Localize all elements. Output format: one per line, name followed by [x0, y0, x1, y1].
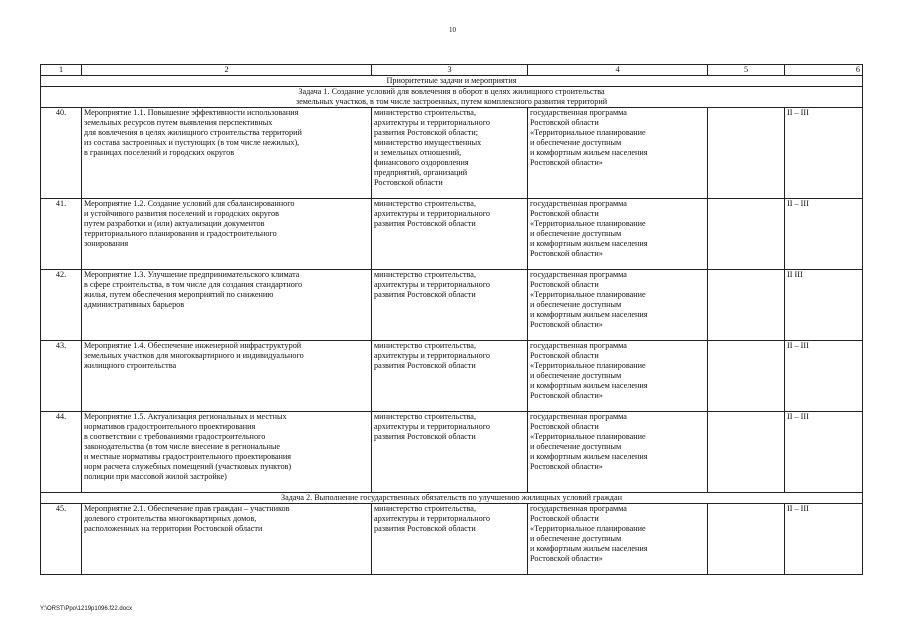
column-number-2: 2 [82, 65, 372, 76]
task1-title: Задача 1. Создание условий для вовлечения в оборот в целях жилищного строительства земельных участков, в том числе застроенных, путем комплексного развития территорий [41, 87, 863, 108]
period-cell [708, 504, 785, 575]
measures-table [40, 64, 863, 575]
period-cell [708, 270, 785, 341]
period-text [708, 108, 785, 199]
page-number: 10 [449, 26, 456, 34]
table-row [41, 108, 863, 199]
executor-text: министерство строительства, архитектуры и территориального развития Ростовской области [372, 412, 528, 493]
column-number-1: 1 [41, 65, 82, 76]
column-number-3: 3 [372, 65, 528, 76]
row-number: 45. [41, 504, 82, 575]
period-cell [708, 199, 785, 270]
measure-text: Мероприятие 1.1. Повышение эффективности использования земельных ресурсов путем выявления перспективных для вовлечения в целях жилищного строительства территорий из состава застроенных и пустующих (в том числе нежилых), в границах поселений и городских округов [82, 108, 372, 199]
table-row [41, 504, 863, 575]
executor-text: министерство строительства, архитектуры и территориального развития Ростовской области [372, 199, 528, 270]
period-text: II III [785, 270, 863, 341]
program-text: государственная программа Ростовской области «Территориальное планирование и обеспечение доступным и комфортным жильем населения Ростовской области» [528, 270, 708, 341]
period-text: II – III [785, 412, 863, 493]
column-number-5: 5 [708, 65, 785, 76]
measure-text: Мероприятие 1.3. Улучшение предпринимательского климата в сфере строительства, в том числе для создания стандартного жилья, путем обеспечения мероприятий по снижению административных барьеров [82, 270, 372, 341]
program-text: государственная программа Ростовской области «Территориальное планирование и обеспечение доступным и комфортным жильем населения Ростовской области» [528, 504, 708, 575]
program-text: государственная программа Ростовской области «Территориальное планирование и обеспечение доступным и комфортным жильем населения Ростовской области» [528, 341, 708, 412]
column-number-6: 6 [785, 65, 863, 76]
program-text: государственная программа Ростовской области «Территориальное планирование и обеспечение доступным и комфортным жильем населения Ростовской области» [528, 412, 708, 493]
task2-row [41, 493, 863, 504]
section-title-row [41, 76, 863, 87]
period-text: II – III [785, 108, 863, 199]
period-cell [708, 341, 785, 412]
table-row [41, 270, 863, 341]
executor-text: министерство строительства, архитектуры и территориального развития Ростовской области [372, 270, 528, 341]
task2-title: Задача 2. Выполнение государственных обязательств по улучшению жилищных условий граждан [41, 493, 863, 504]
row-number: 44. [41, 412, 82, 493]
section-title: Приоритетные задачи и мероприятия [41, 76, 863, 87]
program-text: государственная программа Ростовской области «Территориальное планирование и обеспечение доступным и комфортным жильем населения Ростовской области» [528, 199, 708, 270]
period-text: II – III [785, 504, 863, 575]
document-path-footer: Y:\ORST\Ppo\1219p1096.f22.docx [40, 606, 133, 612]
executor-text: министерство строительства, архитектуры и территориального развития Ростовской области [372, 504, 528, 575]
row-number: 40. [41, 108, 82, 199]
measure-text: Мероприятие 1.4. Обеспечение инженерной инфраструктурой земельных участков для многоквартирного и индивидуального жилищного строительства [82, 341, 372, 412]
measure-text: Мероприятие 1.2. Создание условий для сбалансированного и устойчивого развития поселений и городских округов путем разработки и (или) актуализации документов территориального планирования и градостроительного зонирования [82, 199, 372, 270]
table-row [41, 341, 863, 412]
executor-text: министерство строительства, архитектуры и территориального развития Ростовской области [372, 341, 528, 412]
column-number-row [41, 65, 863, 76]
program-text: государственная программа Ростовской области «Территориальное планирование и обеспечение доступным и комфортным жильем населения Ростовской области» [528, 108, 708, 199]
row-number: 41. [41, 199, 82, 270]
column-number-4: 4 [528, 65, 708, 76]
row-number: 43. [41, 341, 82, 412]
period-text: II – III [785, 341, 863, 412]
task1-row [41, 87, 863, 108]
measure-text: Мероприятие 1.5. Актуализация региональных и местных нормативов градостроительного проектирования в соответствии с требованиями градостроительного законодательства (в том числе внесение в региональные и местные нормативы градостроительного проектирования норм расчета служебных помещений (участковых пунктов) полиции при массовой жилой застройке) [82, 412, 372, 493]
table-row [41, 199, 863, 270]
executor-text: министерство строительства, архитектуры и территориального развития Ростовской области; министерство имущественных и земельных отношений, финансового оздоровления предприятий, организаций Ростовской области [372, 108, 528, 199]
row-number: 42. [41, 270, 82, 341]
period-text: II – III [785, 199, 863, 270]
table-row [41, 412, 863, 493]
period-cell [708, 412, 785, 493]
measure-text: Мероприятие 2.1. Обеспечение прав граждан – участников долевого строительства многоквартирных домов, расположенных на территории Ростовской области [82, 504, 372, 575]
